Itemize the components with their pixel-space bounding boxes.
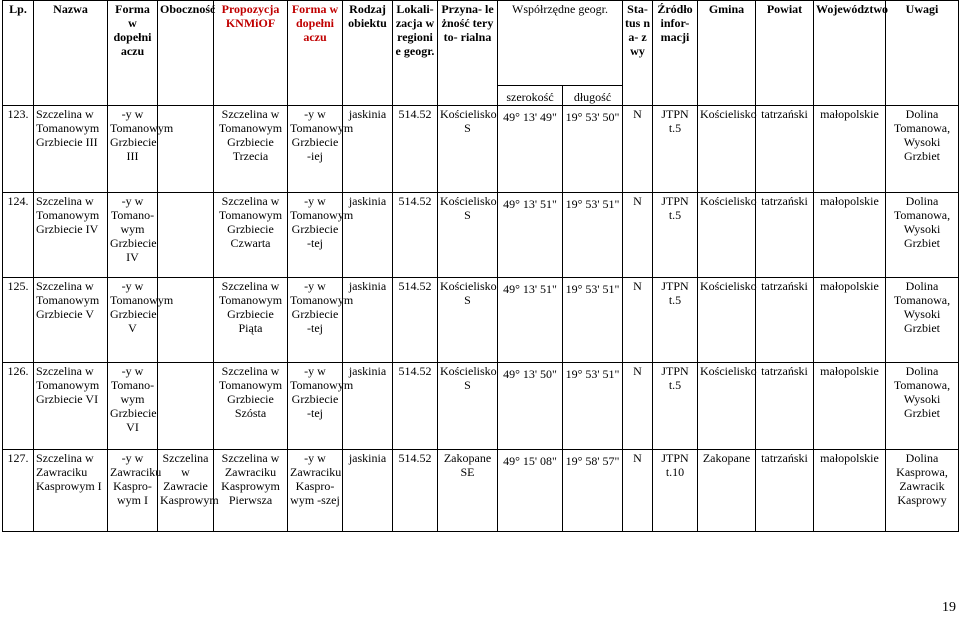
- table-row: [3, 106, 959, 193]
- header-object-type: Rodzaj obiektu: [343, 1, 393, 106]
- register-table: [2, 0, 959, 532]
- header-source: Źródło infor- macji: [653, 1, 698, 106]
- table-row: [3, 193, 959, 278]
- row-voivodeship: małopolskie: [814, 193, 886, 278]
- row-lp: 126.: [3, 363, 34, 450]
- header-status: Sta- tus na- zwy: [623, 1, 653, 106]
- row-source: JTPN t.5: [653, 193, 698, 278]
- row-source: JTPN t.5: [653, 106, 698, 193]
- header-territorial: Przyna- leżność teryto- rialna: [438, 1, 498, 106]
- row-type: jaskinia: [343, 278, 393, 363]
- row-proposal-genitive: -y w Tomanowym Grzbiecie -iej: [288, 106, 343, 193]
- row-name: Szczelina w Tomanowym Grzbiecie III: [34, 106, 108, 193]
- row-alternative: [158, 193, 214, 278]
- row-longitude: 19° 53' 51": [563, 193, 623, 278]
- row-status: N: [623, 363, 653, 450]
- row-longitude: 19° 53' 51": [563, 363, 623, 450]
- row-name: Szczelina w Tomanowym Grzbiecie V: [34, 278, 108, 363]
- header-name: Nazwa: [34, 1, 108, 106]
- row-source: JTPN t.10: [653, 450, 698, 532]
- row-alternative: [158, 363, 214, 450]
- row-status: N: [623, 450, 653, 532]
- header-genitive: Forma w dopełni aczu: [108, 1, 158, 106]
- row-proposal-genitive: -y w Tomanowym Grzbiecie -tej: [288, 278, 343, 363]
- row-lp: 127.: [3, 450, 34, 532]
- row-proposal: Szczelina w Tomanowym Grzbiecie Szósta: [214, 363, 288, 450]
- row-latitude: 49° 13' 50": [498, 363, 563, 450]
- row-district: tatrzański: [756, 363, 814, 450]
- row-genitive: -y w Tomanowym Grzbiecie V: [108, 278, 158, 363]
- row-source: JTPN t.5: [653, 363, 698, 450]
- row-commune: Kościelisko: [698, 278, 756, 363]
- row-territorial: Zakopane SE: [438, 450, 498, 532]
- row-proposal: Szczelina w Tomanowym Grzbiecie Piąta: [214, 278, 288, 363]
- row-notes: Dolina Tomanowa, Wysoki Grzbiet: [886, 278, 959, 363]
- row-source: JTPN t.5: [653, 278, 698, 363]
- row-lp: 123.: [3, 106, 34, 193]
- row-type: jaskinia: [343, 450, 393, 532]
- row-genitive: -y w Tomano-wym Grzbiecie IV: [108, 193, 158, 278]
- row-region: 514.52: [393, 193, 438, 278]
- row-region: 514.52: [393, 106, 438, 193]
- row-alternative: Szczelina w Zawracie Kasprowym: [158, 450, 214, 532]
- row-name: Szczelina w Tomanowym Grzbiecie IV: [34, 193, 108, 278]
- row-proposal-genitive: -y w Zawraciku Kaspro-wym -szej: [288, 450, 343, 532]
- row-genitive: -y w Zawraciku Kaspro-wym I: [108, 450, 158, 532]
- row-commune: Zakopane: [698, 450, 756, 532]
- row-district: tatrzański: [756, 106, 814, 193]
- row-proposal-genitive: -y w Tomanowym Grzbiecie -tej: [288, 363, 343, 450]
- row-alternative: [158, 106, 214, 193]
- row-proposal: Szczelina w Tomanowym Grzbiecie Czwarta: [214, 193, 288, 278]
- row-notes: Dolina Tomanowa, Wysoki Grzbiet: [886, 193, 959, 278]
- row-alternative: [158, 278, 214, 363]
- row-type: jaskinia: [343, 363, 393, 450]
- table-row: [3, 363, 959, 450]
- row-type: jaskinia: [343, 193, 393, 278]
- row-voivodeship: małopolskie: [814, 363, 886, 450]
- row-region: 514.52: [393, 450, 438, 532]
- row-territorial: Kościelisko S: [438, 106, 498, 193]
- row-notes: Dolina Tomanowa, Wysoki Grzbiet: [886, 363, 959, 450]
- row-district: tatrzański: [756, 278, 814, 363]
- row-notes: Dolina Tomanowa, Wysoki Grzbiet: [886, 106, 959, 193]
- row-notes: Dolina Kasprowa, Zawracik Kasprowy: [886, 450, 959, 532]
- row-region: 514.52: [393, 363, 438, 450]
- row-name: Szczelina w Tomanowym Grzbiecie VI: [34, 363, 108, 450]
- header-commune: Gmina: [698, 1, 756, 106]
- row-status: N: [623, 106, 653, 193]
- row-proposal: Szczelina w Zawraciku Kasprowym Pierwsza: [214, 450, 288, 532]
- header-row: [3, 1, 959, 86]
- header-lp: Lp.: [3, 1, 34, 106]
- row-district: tatrzański: [756, 193, 814, 278]
- row-voivodeship: małopolskie: [814, 106, 886, 193]
- header-notes: Uwagi: [886, 1, 959, 106]
- row-proposal-genitive: -y w Tomanowym Grzbiecie -tej: [288, 193, 343, 278]
- row-voivodeship: małopolskie: [814, 278, 886, 363]
- header-district: Powiat: [756, 1, 814, 106]
- header-localization: Lokali- zacja w regionie geogr.: [393, 1, 438, 106]
- row-status: N: [623, 193, 653, 278]
- row-status: N: [623, 278, 653, 363]
- header-knmiof-genitive: Forma w dopełni aczu: [288, 1, 343, 106]
- row-latitude: 49° 13' 49": [498, 106, 563, 193]
- row-longitude: 19° 53' 50": [563, 106, 623, 193]
- row-longitude: 19° 53' 51": [563, 278, 623, 363]
- row-commune: Kościelisko: [698, 193, 756, 278]
- table-row: [3, 450, 959, 532]
- row-commune: Kościelisko: [698, 106, 756, 193]
- row-commune: Kościelisko: [698, 363, 756, 450]
- row-lp: 124.: [3, 193, 34, 278]
- header-longitude: długość: [563, 86, 623, 106]
- header-alternative: Oboczność: [158, 1, 214, 106]
- page-number: 19: [942, 600, 956, 615]
- row-region: 514.52: [393, 278, 438, 363]
- row-type: jaskinia: [343, 106, 393, 193]
- row-latitude: 49° 13' 51": [498, 193, 563, 278]
- table-body: [3, 106, 959, 532]
- header-coords: Współrzędne geogr.: [498, 1, 623, 86]
- table-row: [3, 278, 959, 363]
- row-voivodeship: małopolskie: [814, 450, 886, 532]
- header-voivodeship: Województwo: [814, 1, 886, 106]
- row-lp: 125.: [3, 278, 34, 363]
- row-longitude: 19° 58' 57": [563, 450, 623, 532]
- row-latitude: 49° 15' 08": [498, 450, 563, 532]
- row-territorial: Kościelisko S: [438, 278, 498, 363]
- row-territorial: Kościelisko S: [438, 363, 498, 450]
- row-proposal: Szczelina w Tomanowym Grzbiecie Trzecia: [214, 106, 288, 193]
- row-territorial: Kościelisko S: [438, 193, 498, 278]
- row-name: Szczelina w Zawraciku Kasprowym I: [34, 450, 108, 532]
- row-district: tatrzański: [756, 450, 814, 532]
- row-genitive: -y w Tomanowym Grzbiecie III: [108, 106, 158, 193]
- header-knmiof-proposal: Propozycja KNMiOF: [214, 1, 288, 106]
- row-latitude: 49° 13' 51": [498, 278, 563, 363]
- header-latitude: szerokość: [498, 86, 563, 106]
- row-genitive: -y w Tomano-wym Grzbiecie VI: [108, 363, 158, 450]
